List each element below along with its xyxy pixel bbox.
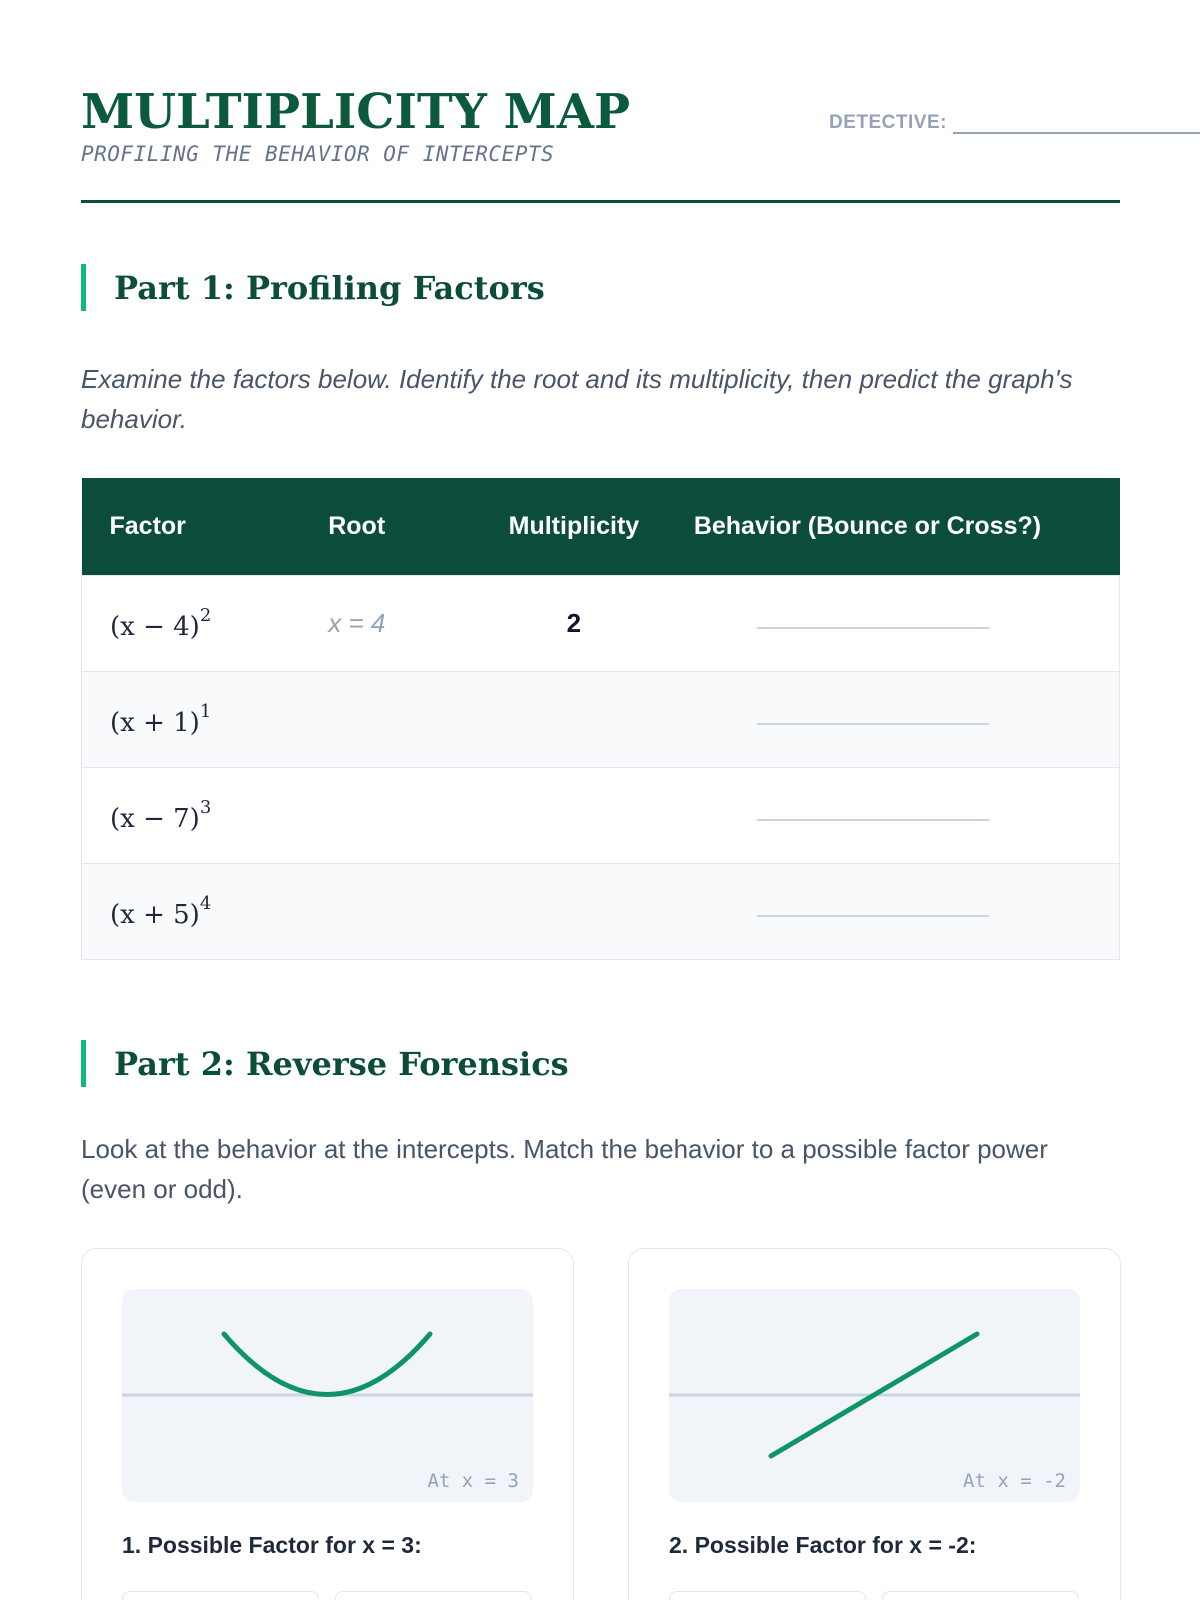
behavior-cell[interactable] (680, 863, 1120, 959)
part2-instructions: Look at the behavior at the intercepts. Match the behavior to a possible factor power (even or odd). (81, 1134, 1048, 1204)
factor-power: 4 (199, 892, 212, 914)
cross-power-answer-box[interactable] (882, 1591, 1079, 1600)
cross-graph-caption: At x = -2 (963, 1470, 1066, 1492)
behavior-cell[interactable] (680, 767, 1120, 863)
column-header-factor: Factor (82, 478, 301, 575)
factor-cell (82, 575, 301, 671)
detective-label: DETECTIVE: (829, 112, 947, 133)
factor-power: 1 (199, 700, 212, 722)
part1-heading-block (81, 264, 545, 311)
column-header-multiplicity: Multiplicity (468, 478, 680, 575)
bounce-card-label: 1. Possible Factor for x = 3: (122, 1532, 422, 1558)
bounce-graph (122, 1289, 533, 1502)
factor-base: (x + 1) (110, 707, 200, 738)
bounce-graph-caption: At x = 3 (427, 1470, 519, 1492)
table-row (82, 575, 1120, 671)
multiplicity-cell[interactable] (468, 767, 680, 863)
table-row (82, 863, 1120, 959)
behavior-cell[interactable] (680, 671, 1120, 767)
root-cell[interactable] (300, 767, 468, 863)
behavior-answer-line[interactable] (757, 915, 989, 917)
table-header-row (82, 478, 1120, 575)
factors-table (81, 478, 1120, 960)
root-cell[interactable] (300, 671, 468, 767)
bounce-power-answer-box[interactable] (335, 1591, 532, 1600)
cross-card-label: 2. Possible Factor for x = -2: (669, 1532, 977, 1558)
behavior-answer-line[interactable] (757, 819, 989, 821)
detective-field[interactable] (829, 112, 1200, 134)
header-divider (81, 200, 1120, 203)
detective-name-line[interactable] (953, 116, 1200, 134)
root-cell: x = 4 (300, 575, 468, 671)
factor-power: 3 (199, 796, 212, 818)
table-row (82, 671, 1120, 767)
behavior-cell[interactable] (680, 575, 1120, 671)
forensics-card-bounce (81, 1248, 574, 1600)
page-subtitle: PROFILING THE BEHAVIOR OF INTERCEPTS (81, 142, 555, 166)
bounce-curve (224, 1334, 430, 1395)
bounce-factor-answer-box[interactable] (122, 1591, 319, 1600)
forensics-card-cross (628, 1248, 1121, 1600)
part2-heading-block (81, 1040, 569, 1087)
part2-heading: Part 2: Reverse Forensics (114, 1044, 569, 1083)
root-cell[interactable] (300, 863, 468, 959)
multiplicity-cell: 2 (468, 575, 680, 671)
factor-cell (82, 671, 301, 767)
table-row (82, 767, 1120, 863)
cross-graph (669, 1289, 1080, 1502)
part1-heading: Part 1: Profiling Factors (114, 268, 545, 307)
factor-power: 2 (199, 604, 212, 626)
cross-factor-answer-box[interactable] (669, 1591, 866, 1600)
column-header-behavior: Behavior (Bounce or Cross?) (680, 478, 1120, 575)
column-header-root: Root (300, 478, 468, 575)
factor-base: (x − 7) (110, 803, 200, 834)
multiplicity-cell[interactable] (468, 671, 680, 767)
behavior-answer-line[interactable] (757, 627, 989, 629)
factor-base: (x − 4) (110, 611, 200, 642)
page-title: MULTIPLICITY MAP (81, 84, 631, 140)
multiplicity-cell[interactable] (468, 863, 680, 959)
factor-cell (82, 767, 301, 863)
behavior-answer-line[interactable] (757, 723, 989, 725)
factor-base: (x + 5) (110, 899, 200, 930)
worksheet-header (81, 86, 1120, 166)
factor-cell (82, 863, 301, 959)
part1-instructions: Examine the factors below. Identify the root and its multiplicity, then predict the graph's behavior. (81, 364, 1073, 434)
